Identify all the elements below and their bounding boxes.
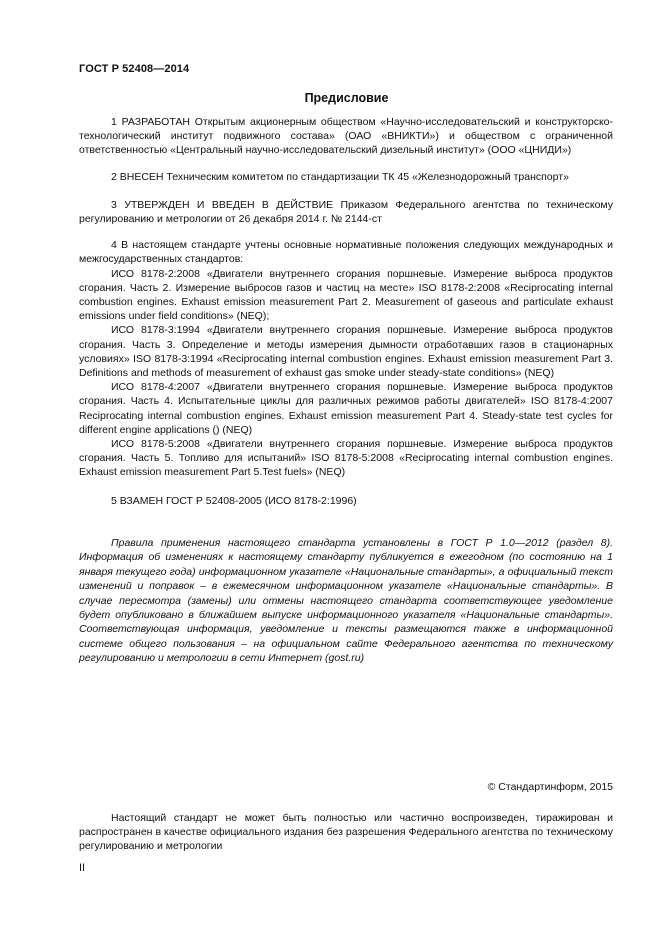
foreword-item-3: 3 УТВЕРЖДЕН И ВВЕДЕН В ДЕЙСТВИЕ Приказом Федерального агентства по техническому регулированию и метрологии от 26 декабря 2014 г. № 2144-ст [79,198,613,226]
document-code: ГОСТ Р 52408—2014 [79,63,190,75]
standard-ref-3: ИСО 8178-4:2007 «Двигатели внутреннего сгорания поршневые. Измерение выброса продуктов сгорания. Часть 4. Испытательные циклы для различных режимов работы двигателей» ISO 8178-4:2007 Reciprocating internal combustion engines. Exhaust emission measurement Part 4. Steady-state test cycles for different engine applications () (NEQ) [79,381,613,436]
foreword-item-4: 4 В настоящем стандарте учтены основные нормативные положения следующих международных и межгосударственных стандартов: [79,239,613,266]
foreword-item-5: 5 ВЗАМЕН ГОСТ Р 52408-2005 (ИСО 8178-2:1996) [111,494,357,507]
standard-ref-4: ИСО 8178-5:2008 «Двигатели внутреннего сгорания поршневые. Измерение выброса продуктов сгорания. Часть 5. Топливо для испытаний» ISO 8178-5:2008 «Reciprocating internal combustion engines. Exhaust emission measurement Part 5.Test fuels» (NEQ) [79,438,613,479]
standard-ref-2: ИСО 8178-3:1994 «Двигатели внутреннего сгорания поршневые. Измерение выброса продуктов сгорания. Часть 3. Определение и методы измерения дымности отработавших газов в стационарных условиях» ISO 8178-3:1994 «Reciprocating internal combustion engines. Exhaust emission measurement Part 3. Definitions and methods of measurement of exhaust gas smoke under steady-state conditions» (NEQ) [79,324,613,380]
page-number: II [79,862,86,874]
page-title: Предисловие [304,91,389,105]
copyright: © Стандартинформ, 2015 [487,781,613,793]
foreword-item-2: 2 ВНЕСЕН Техническим комитетом по стандартизации ТК 45 «Железнодорожный транспорт» [111,170,569,183]
page-title-wrapper [0,89,661,107]
foreword-item-1: 1 РАЗРАБОТАН Открытым акционерным обществом «Научно-исследовательский и конструкторско-технологический институт подвижного состава» (ОАО «ВНИКТИ») и обществом с ограниченной ответственностью «Центральный научно-исследовательский дизельный институт» (ООО «ЦНИДИ») [79,116,613,157]
application-rules-notice: Правила применения настоящего стандарта установлены в ГОСТ Р 1.0—2012 (раздел 8). Информация об изменениях к настоящему стандарту публикуется в ежегодном (по состоянию на 1 января текущего года) информационном указателе «Национальные стандарты», а официальный текст изменений и поправок – в ежемесячном информационном указателе «Национальные стандарты». В случае пересмотра (замены) или отмены настоящего стандарта соответствующее уведомление будет опубликовано в ближайшем выпуске информационного указателя «Национальные стандарты». Соответствующая информация, уведомление и тексты размещаются также в информационной системе общего пользования – на официальном сайте Федерального агентства по техническому регулированию и метрологии в сети Интернет (gost.ru) [79,537,613,665]
foreword-content [79,115,613,508]
reproduction-notice: Настоящий стандарт не может быть полностью или частично воспроизведен, тиражирован и распространен в качестве официального издания без разрешения Федерального агентства по техническому регулированию и метрологии [79,812,613,853]
standard-ref-1: ИСО 8178-2:2008 «Двигатели внутреннего сгорания поршневые. Измерение выброса продуктов сгорания. Часть 2. Измерение выбросов газов и частиц на месте» ISO 8178-2:2008 «Reciprocating internal combustion engines. Exhaust emission measurement Part 2. Measurement of gaseous and particulate exhaust emissions under field conditions» (NEQ); [79,267,613,323]
